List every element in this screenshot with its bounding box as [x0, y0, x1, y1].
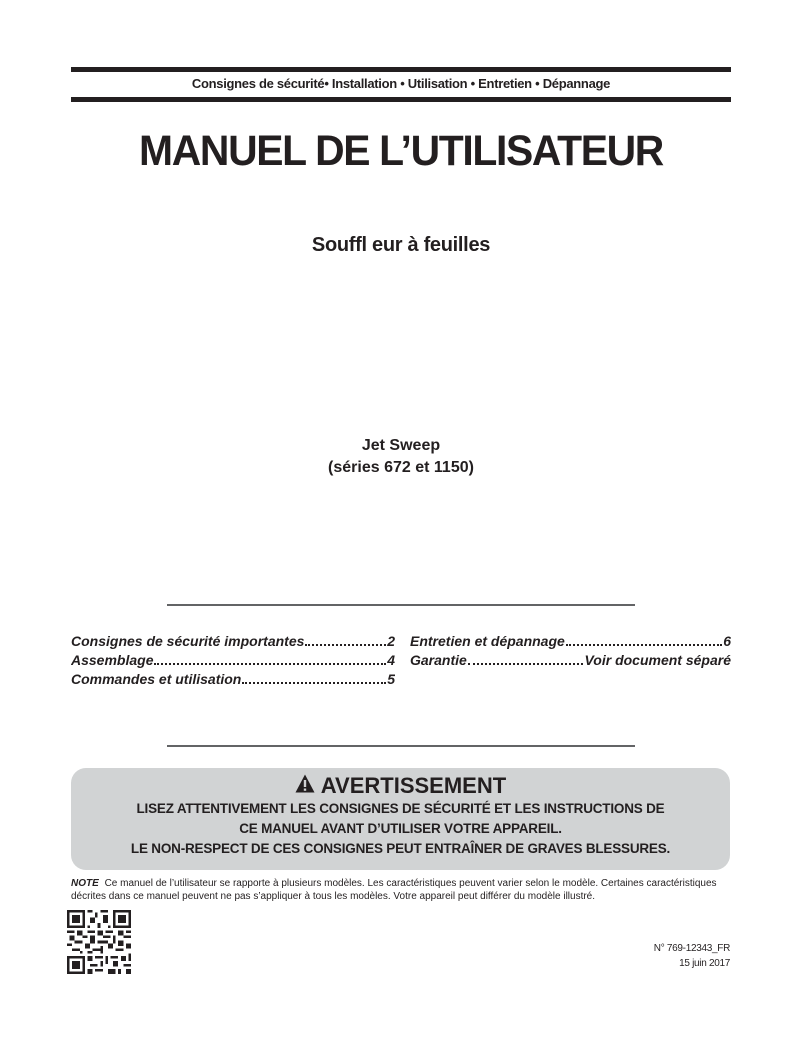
warning-box	[71, 768, 730, 870]
toc-left-column	[71, 632, 395, 689]
warning-heading	[71, 773, 730, 799]
toc-entry-page: 4	[387, 652, 395, 668]
toc-entry-page: Voir document séparé	[584, 652, 731, 668]
model-block	[71, 435, 731, 479]
header-rule-bottom	[71, 97, 731, 102]
warning-line: LE NON-RESPECT DE CES CONSIGNES PEUT ENTRAÎNER DE GRAVES BLESSURES.	[130, 841, 671, 856]
warning-title: AVERTISSEMENT	[320, 773, 507, 798]
toc-entry-page: 2	[387, 633, 395, 649]
toc-leader-dots	[566, 644, 722, 646]
note-paragraph	[71, 877, 741, 903]
toc-right-column	[410, 632, 731, 670]
toc-entry[interactable]	[71, 651, 395, 670]
toc-entry-page: 5	[387, 671, 395, 687]
document-number: N° 769-12343_FR	[653, 943, 730, 954]
warning-line: LISEZ ATTENTIVEMENT LES CONSIGNES DE SÉCURITÉ ET LES INSTRUCTIONS DE	[136, 801, 665, 816]
header-rule-top	[71, 67, 731, 72]
model-name: Jet Sweep	[361, 437, 441, 454]
note-text: Ce manuel de l’utilisateur se rapporte à plusieurs modèles. Les caractéristiques peuvent varier selon le modèle. Certaines caractéristiques décrites dans ce manuel peuvent ne pas s’appliquer à tous les modèles. Votre appareil peut différer du modèle illustré.	[71, 878, 717, 902]
toc-leader-dots	[154, 663, 386, 665]
toc-entry-page: 6	[723, 633, 731, 649]
toc-leader-dots	[468, 663, 584, 665]
toc-entry-label: Commandes et utilisation	[71, 671, 242, 687]
toc-entry-label: Assemblage	[71, 652, 154, 668]
toc-entry[interactable]	[71, 632, 395, 651]
toc-divider-top	[167, 604, 635, 606]
qr-code-icon[interactable]	[67, 910, 131, 974]
toc-entry-label: Consignes de sécurité importantes	[71, 633, 305, 649]
toc-entry[interactable]	[410, 651, 731, 670]
page-title: MANUEL DE L’UTILISATEUR	[139, 127, 663, 175]
toc-entry-label: Entretien et dépannage	[410, 633, 565, 649]
toc-divider-bottom	[167, 745, 635, 747]
toc-entry[interactable]	[71, 670, 395, 689]
toc-entry[interactable]	[410, 632, 731, 651]
model-series: (séries 672 et 1150)	[328, 459, 474, 476]
warning-triangle-icon	[295, 773, 315, 799]
toc-entry-label: Garantie	[410, 652, 467, 668]
warning-line: CE MANUEL AVANT D’UTILISER VOTRE APPAREIL.	[239, 821, 562, 836]
toc-leader-dots	[305, 644, 386, 646]
toc-leader-dots	[242, 682, 386, 684]
document-date: 15 juin 2017	[679, 958, 730, 969]
product-subtitle: Souffl eur à feuilles	[311, 234, 491, 256]
header-nav-line: Consignes de sécurité• Installation • Utilisation • Entretien • Dépannage	[191, 76, 611, 91]
note-label: NOTE	[71, 878, 99, 889]
document-info	[560, 941, 730, 971]
